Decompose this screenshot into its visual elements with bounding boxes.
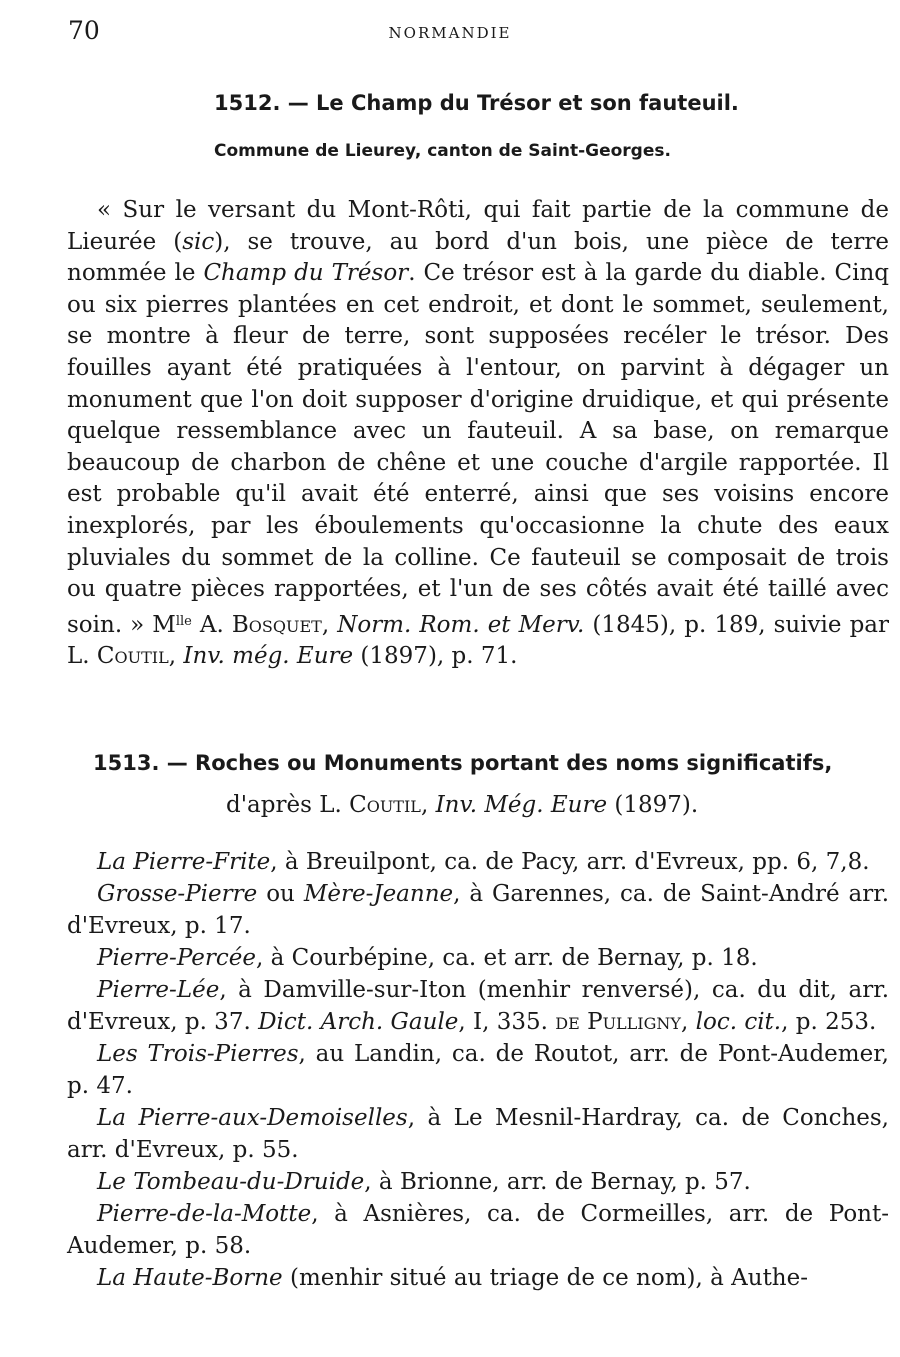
entry-text: , à Le Mesnil-Hardray, ca. de Conches, arr. d'Evreux, p. 55. [67, 1105, 889, 1163]
italic-run: Norm. Rom. et Merv. [337, 611, 585, 638]
superscript: lle [175, 613, 192, 629]
text-run: , [168, 643, 184, 670]
entry-text: , à Brionne, arr. de Bernay, p. 57. [364, 1169, 751, 1195]
entry-text: (menhir situé au triage de ce nom), à Authe- [282, 1265, 809, 1291]
text-run: , [420, 792, 436, 818]
entry-text: ou [257, 881, 304, 907]
entry-text: , p. 253. [781, 1009, 877, 1035]
text-run: (1897), p. 71. [353, 643, 518, 670]
entry-text: , à Garennes, ca. de Saint-André arr. d'Evreux, p. 17. [67, 881, 889, 939]
list-item [67, 1166, 889, 1198]
entry-text: , au Landin, ca. de Routot, arr. de Pont-Audemer, p. 47. [67, 1041, 889, 1099]
entry-name: Le Tombeau-du-Druide [97, 1169, 365, 1195]
list-item [67, 1198, 889, 1262]
text-run: . Ce trésor est à la garde du diable. Cinq ou six pierres plantées en cet endroit, et dont le sommet, seulement, se montre à fleur de terre, sont supposées recéler le trésor. Des fouilles ayant été pratiquées à l'entour, on parvint à dégager un monument que l'on doit supposer d'origine druidique, et qui présente quelque ressemblance avec un fauteuil. A sa base, on remarque beaucoup de charbon de chêne et une couche d'argile rapportée. Il est probable qu'il avait été enterré, ainsi que ses voisins encore inexplorés, par les éboulements qu'occasionne la chute des eaux pluviales du sommet de la colline. Ce fauteuil se composait de trois ou quatre pièces rapportées, et l'un de ses côtés avait été taillé avec soin. » M [67, 260, 890, 638]
list-item [67, 942, 889, 974]
entry-citation: Dict. Arch. Gaule [258, 1009, 459, 1035]
entry-text: , à Damville-sur-Iton (menhir renversé), ca. du dit, arr. d'Evreux, p. 37. [67, 977, 889, 1035]
smallcaps-run: Bosquet [231, 611, 322, 638]
italic-run: Champ du Trésor [203, 260, 409, 287]
entry-citation: loc. cit. [695, 1009, 782, 1035]
list-item [67, 1038, 889, 1102]
section-1512-subtitle: Commune de Lieurey, canton de Saint-Georges. [214, 141, 671, 161]
list-item [67, 846, 889, 878]
entry-text: , à Breuilpont, ca. de Pacy, arr. d'Evreux, pp. 6, 7,8. [270, 849, 870, 875]
text-run: « Sur le versant du Mont-Rôti, qui fait partie de la commune de Lieurée ( [67, 197, 889, 255]
smallcaps-run: Coutil [96, 643, 169, 670]
entry-name: Les Trois-Pierres [97, 1041, 299, 1067]
entry-name: Pierre-Percée [97, 945, 256, 971]
entry-author: de Pulligny [555, 1009, 681, 1035]
smallcaps-run: Coutil [349, 792, 421, 818]
text-run: A. [191, 611, 232, 638]
section-1513-title: 1513. — Roches ou Monuments portant des noms significatifs, [93, 751, 833, 775]
entry-text: , à Asnières, ca. de Cormeilles, arr. de Pont-Audemer, p. 58. [67, 1201, 889, 1259]
list-item [67, 1262, 889, 1294]
entry-name: Mère-Jeanne [303, 881, 454, 907]
section-1513-list [67, 846, 889, 1294]
text-run: (1845), p. 189, suivie par L. [67, 611, 889, 670]
text-run: ), se trouve, au bord d'un bois, une pièce de terre nommée le [67, 228, 889, 287]
text-run: , [321, 611, 338, 638]
entry-name: La Pierre-aux-Demoiselles [97, 1105, 408, 1131]
entry-name: La Haute-Borne [97, 1265, 283, 1291]
list-item [67, 1102, 889, 1166]
entry-name: La Pierre-Frite [97, 849, 271, 875]
entry-text: , I, 335. [458, 1009, 556, 1035]
text-run: d'après L. [226, 792, 350, 818]
running-head: NORMANDIE [388, 24, 512, 42]
entry-name: Pierre-Lée [97, 977, 220, 1003]
page-header [68, 16, 890, 50]
page-number: 70 [68, 16, 100, 45]
list-item [67, 974, 889, 1038]
entry-text: , [680, 1009, 696, 1035]
entry-text: , à Courbépine, ca. et arr. de Bernay, p. 18. [255, 945, 758, 971]
section-1512-title: 1512. — Le Champ du Trésor et son fauteuil. [214, 91, 739, 115]
italic-run: Inv. még. Eure [183, 643, 354, 670]
entry-name: Grosse-Pierre [97, 881, 258, 907]
italic-run: sic [182, 228, 215, 255]
section-1512-body [67, 195, 889, 673]
section-1513-subtitle [226, 792, 698, 818]
text-run: (1897). [607, 792, 699, 818]
italic-run: Inv. Még. Eure [435, 792, 608, 818]
entry-name: Pierre-de-la-Motte [97, 1201, 312, 1227]
list-item [67, 878, 889, 942]
